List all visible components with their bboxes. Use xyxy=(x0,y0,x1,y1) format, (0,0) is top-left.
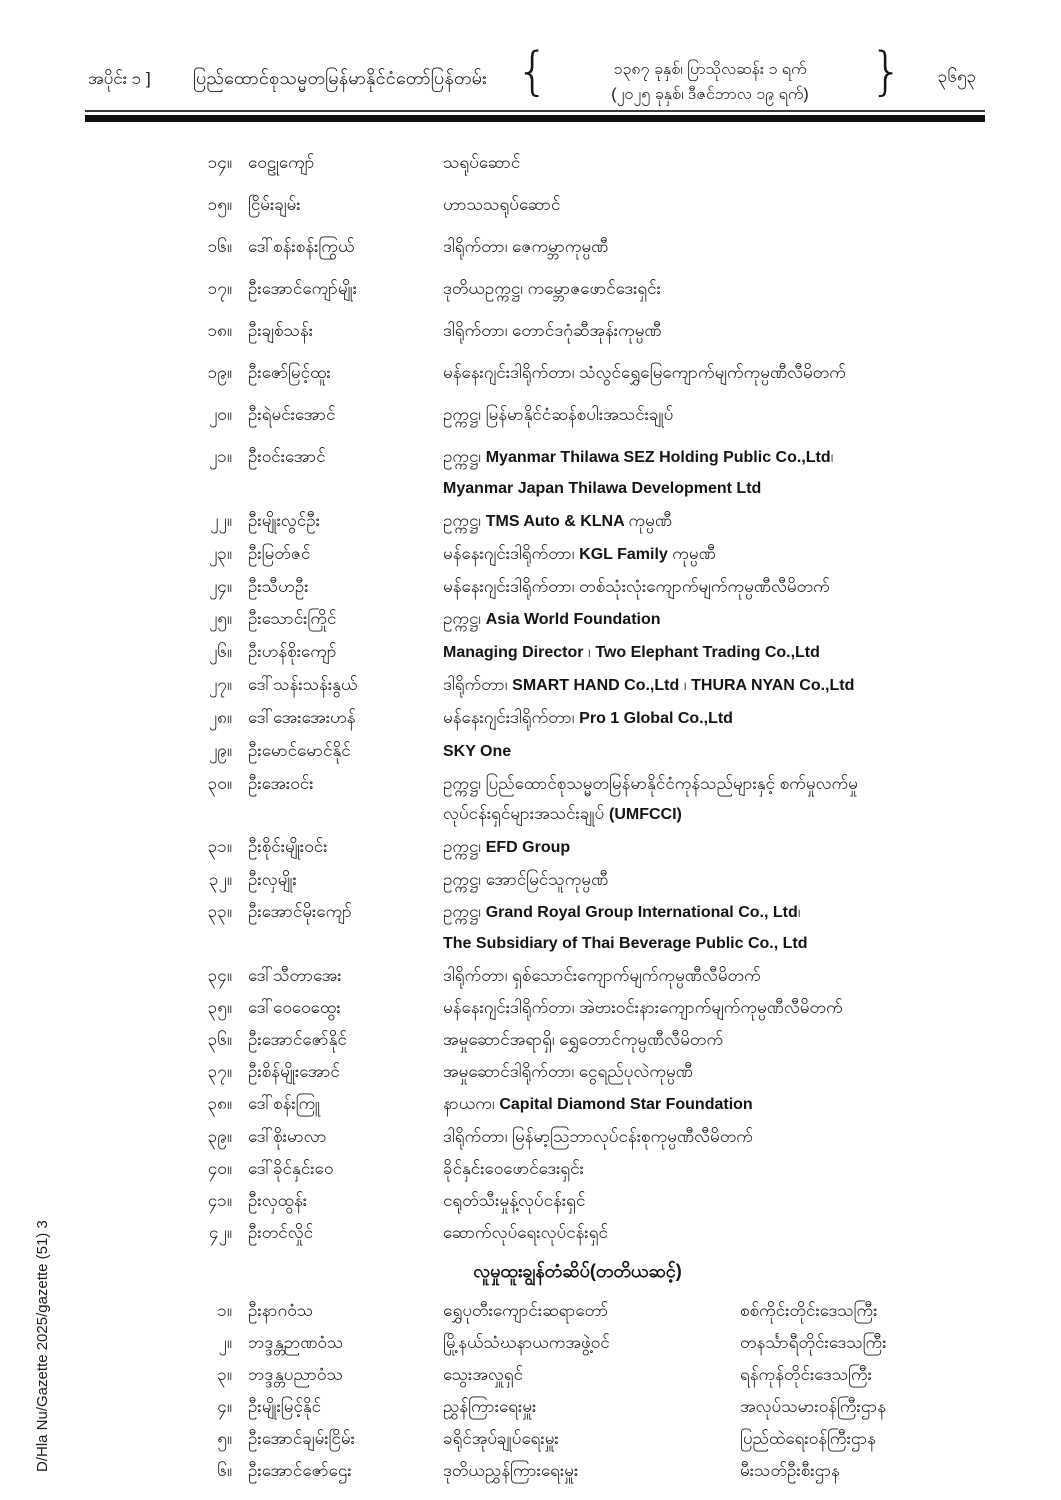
row-name: ဒေါ်ခိုင်နှင်းဝေ xyxy=(248,1159,334,1178)
row-desc: နာယက၊ Capital Diamond Star Foundation xyxy=(443,1094,753,1113)
row-position: မြို့နယ်သံဃနာယကအဖွဲ့ဝင် xyxy=(443,1333,610,1352)
list-item xyxy=(170,670,985,701)
row-name: ဒေါ်စန်းကြူ xyxy=(248,1094,321,1113)
row-number: ၂၆။ xyxy=(208,642,232,661)
issue-date-gregorian: (၂၀၂၅ ခုနှစ်၊ ဒီဇင်ဘာလ ၁၉ ရက်) xyxy=(611,86,809,103)
row-name: ဒေါ်စိုးမာလာ xyxy=(248,1127,327,1146)
header-rule xyxy=(85,110,985,122)
row-position: ခရိုင်အုပ်ချုပ်ရေးမှူး xyxy=(443,1429,559,1448)
row-number: ၁၉။ xyxy=(207,363,232,382)
row-number: ၆။ xyxy=(217,1461,232,1480)
list-item xyxy=(170,1424,985,1453)
row-name: ဝေဠုကျော် xyxy=(248,153,315,172)
awards-list-2 xyxy=(170,1296,985,1485)
list-item xyxy=(170,832,985,863)
row-number: ၄၂။ xyxy=(208,1223,232,1242)
row-name: ဦးဇော်မြင့်ထူး xyxy=(248,363,331,382)
row-number: ၄။ xyxy=(217,1397,232,1416)
row-name: ဦးစိန်မျိုးအောင် xyxy=(248,1062,340,1081)
row-name: ဦးမျိုးလွင်ဦး xyxy=(248,511,321,530)
list-item xyxy=(170,274,985,304)
list-item xyxy=(170,637,985,668)
row-desc: ဒါရိုက်တာ၊ မြန်မာ့ဩဘာလုပ်ငန်းစုကုမ္ပဏီလီမိတက် xyxy=(443,1127,753,1146)
row-number: ၁။ xyxy=(217,1301,232,1320)
row-desc: SKY One xyxy=(443,743,512,760)
row-position: ညွှန်ကြားရေးမှူး xyxy=(443,1397,537,1416)
row-desc: ဒုတိယဥက္ကဋ္ဌ၊ ကမ္ဘောဇဖောင်ဒေးရှင်း xyxy=(443,279,661,298)
row-department: အလုပ်သမားဝန်ကြီးဌာန xyxy=(740,1397,887,1416)
row-number: ၂၃။ xyxy=(208,544,232,563)
row-name: ဦးမျိုးမြင့်နိုင် xyxy=(248,1397,322,1416)
row-number: ၅။ xyxy=(217,1429,232,1448)
row-name: ဦးမြတ်ဇင် xyxy=(248,544,311,563)
row-number: ၂၇။ xyxy=(208,675,232,694)
row-name: ဦးအောင်ဇော်ဌေး xyxy=(248,1461,352,1480)
row-number: ၂၂။ xyxy=(210,511,232,530)
row-desc: မန်နေးဂျင်းဒါရိုက်တာ၊ အဲဗားဝင်းနားကျောက်မျက်ကုမ္ပဏီလီမိတက် xyxy=(443,998,843,1017)
page-header xyxy=(0,0,1061,112)
row-department: စစ်ကိုင်းတိုင်းဒေသကြီး xyxy=(740,1301,878,1320)
row-number: ၂၉။ xyxy=(208,741,232,760)
list-item xyxy=(170,736,985,767)
row-name: ဦးနာဂဝံသ xyxy=(248,1301,314,1320)
row-desc: ဒါရိုက်တာ၊ တောင်ဒဂုံဆီအုန်းကုမ္ပဏီ xyxy=(443,321,662,340)
list-item xyxy=(170,232,985,262)
list-item xyxy=(170,190,985,220)
list-item xyxy=(170,358,985,388)
list-item xyxy=(170,1089,985,1120)
list-item xyxy=(170,316,985,346)
list-item xyxy=(170,1154,985,1184)
row-number: ၂၄။ xyxy=(208,577,232,596)
row-number: ၁၈။ xyxy=(207,321,232,340)
list-item xyxy=(170,506,985,537)
row-desc: မန်နေးဂျင်းဒါရိုက်တာ၊ သံလွင်ရွှေမြေကျောက်မျက်ကုမ္ပဏီလီမိတက် xyxy=(443,363,846,382)
row-desc: ခိုင်နှင်းဝေဖောင်ဒေးရှင်း xyxy=(443,1159,584,1178)
list-item xyxy=(170,1296,985,1325)
row-name: ဦးစိုင်းမျိုးဝင်း xyxy=(248,837,328,856)
brace-right: } xyxy=(870,42,904,102)
list-item xyxy=(170,1218,985,1248)
list-item xyxy=(170,572,985,602)
list-item xyxy=(170,961,985,991)
row-desc: သရုပ်ဆောင် xyxy=(443,153,521,172)
row-number: ၃၃။ xyxy=(207,902,232,921)
row-number: ၂၅။ xyxy=(208,609,232,628)
page-content xyxy=(170,148,985,1488)
list-item xyxy=(170,1122,985,1152)
part-label: အပိုင်း ၁ ] xyxy=(88,69,151,88)
row-position: ရွှေပုတီးကျောင်းဆရာတော် xyxy=(443,1301,609,1320)
row-department: ပြည်ထဲရေးဝန်ကြီးဌာန xyxy=(740,1429,877,1448)
row-desc: ဥက္ကဋ္ဌ၊ TMS Auto & KLNA ကုမ္ပဏီ xyxy=(443,511,672,530)
row-name: ဒေါ်သန်းသန်းနွယ် xyxy=(248,675,358,694)
row-name: ဦးဝင်းအောင် xyxy=(248,447,326,466)
row-desc: ဥက္ကဋ္ဌ၊ အောင်မြင်သူကုမ္ပဏီ xyxy=(443,870,609,889)
list-item xyxy=(170,1025,985,1055)
row-number: ၁၇။ xyxy=(207,279,232,298)
row-number: ၂၁။ xyxy=(208,447,232,466)
row-desc: မန်နေးဂျင်းဒါရိုက်တာ၊ Pro 1 Global Co.,Ltd xyxy=(443,708,733,727)
row-name: ဦးလှထွန်း xyxy=(248,1191,308,1210)
list-item xyxy=(170,993,985,1023)
row-number: ၃၇။ xyxy=(207,1062,232,1081)
list-item xyxy=(170,604,985,635)
row-name: ဦးမောင်မောင်နိုင် xyxy=(248,741,351,760)
list-item xyxy=(170,1456,985,1485)
row-number: ၃၉။ xyxy=(207,1127,232,1146)
list-item xyxy=(170,1360,985,1389)
list-item xyxy=(170,1057,985,1087)
section-heading: လူမှုထူးချွန်တံဆိပ်(တတိယဆင့်) xyxy=(473,1261,682,1281)
row-name: ဦးရဲမင်းအောင် xyxy=(248,405,336,424)
row-name: ဦးချစ်သန်း xyxy=(248,321,314,340)
row-desc: ဒါရိုက်တာ၊ ရှစ်သောင်းကျောက်မျက်ကုမ္ပဏီလီမိတက် xyxy=(443,966,761,985)
row-number: ၄၁။ xyxy=(207,1191,232,1210)
row-desc: မန်နေးဂျင်းဒါရိုက်တာ၊ တစ်သုံးလုံးကျောက်မျက်ကုမ္ပဏီလီမိတက် xyxy=(443,577,830,596)
row-desc: ဥက္ကဋ္ဌ၊ မြန်မာနိုင်ငံဆန်စပါးအသင်းချုပ် xyxy=(443,405,674,424)
row-desc: ဥက္ကဋ္ဌ၊ EFD Group xyxy=(443,837,571,856)
list-item xyxy=(170,1186,985,1216)
row-number: ၁၅။ xyxy=(207,195,232,214)
row-position: ဒုတိယညွှန်ကြားရေးမှူး xyxy=(443,1461,579,1480)
row-number: ၃၄။ xyxy=(207,966,232,985)
gazette-title: ပြည်ထောင်စုသမ္မတမြန်မာနိုင်ငံတော်ပြန်တမ်း xyxy=(193,68,487,88)
list-item xyxy=(170,539,985,570)
row-name: ဒေါ်ဝေဝေထွေး xyxy=(248,998,341,1017)
issue-date-block xyxy=(556,57,864,107)
row-number: ၃။ xyxy=(217,1365,232,1384)
list-item xyxy=(170,442,985,504)
row-name: ဒေါ်စန်းစန်းကြွယ် xyxy=(248,237,355,256)
list-item xyxy=(170,897,985,959)
row-number: ၂၀။ xyxy=(208,405,232,424)
row-name: ဦးအောင်ကျော်မျိုး xyxy=(248,279,358,298)
row-desc: ဥက္ကဋ္ဌ၊ Myanmar Thilawa SEZ Holding Public Co.,Ltd၊ Myanmar Japan Thilawa Development Ltd xyxy=(443,447,834,497)
row-desc: အမှုဆောင်ဒါရိုက်တာ၊ ငွေရည်ပုလဲကုမ္ပဏီ xyxy=(443,1062,693,1081)
list-item xyxy=(170,769,985,830)
row-number: ၃၆။ xyxy=(207,1030,232,1049)
awards-list-1 xyxy=(170,148,985,1248)
row-name: ဒေါ်သီတာအေး xyxy=(248,966,342,985)
row-name: ဒေါ်အေးအေးဟန် xyxy=(248,708,356,727)
list-item xyxy=(170,1392,985,1421)
header-rule-thick xyxy=(85,115,985,122)
row-desc: ဒါရိုက်တာ၊ SMART HAND Co.,Ltd ၊ THURA NYAN Co.,Ltd xyxy=(443,675,855,694)
list-item xyxy=(170,1328,985,1357)
brace-left: { xyxy=(516,42,550,102)
row-name: ဦးသောင်းကြိုင် xyxy=(248,609,337,628)
row-desc: ဟာသသရုပ်ဆောင် xyxy=(443,195,561,214)
row-name: ဦးအောင်မိုးကျော် xyxy=(248,902,352,921)
list-item xyxy=(170,865,985,895)
row-name: ဦးတင်လှိုင် xyxy=(248,1223,314,1242)
row-position: သွေးအလှူရှင် xyxy=(443,1365,524,1384)
row-desc: ဒါရိုက်တာ၊ ဇေကမ္ဘာကုမ္ပဏီ xyxy=(443,237,609,256)
row-name: ငြိမ်းချမ်း xyxy=(248,195,301,214)
row-department: ရန်ကုန်တိုင်းဒေသကြီး xyxy=(740,1365,872,1384)
row-number: ၁၆။ xyxy=(207,237,232,256)
row-name: ဦးလှမျိုး xyxy=(248,870,297,889)
row-desc: ဥက္ကဋ္ဌ၊ Grand Royal Group International Co., Ltd၊ The Subsidiary of Thai Beverage Public Co., Ltd xyxy=(443,902,808,952)
row-name: ဘဒ္ဒန္တပညာဝံသ xyxy=(248,1365,343,1384)
row-number: ၂။ xyxy=(218,1333,232,1352)
row-number: ၁၄။ xyxy=(207,153,232,172)
row-name: ဘဒ္ဒန္တဉာဏဝံသ xyxy=(248,1333,344,1352)
row-name: ဦးဟန်စိုးကျော် xyxy=(248,642,337,661)
header-rule-thin xyxy=(85,110,985,112)
page-number: ၃၆၅၃ xyxy=(937,67,977,86)
row-desc: ဥက္ကဋ္ဌ၊ Asia World Foundation xyxy=(443,609,661,628)
row-desc: အမှုဆောင်အရာရှိ၊ ရွှေတောင်ကုမ္ပဏီလီမိတက် xyxy=(443,1030,724,1049)
list-item xyxy=(170,148,985,178)
issue-date-myanmar: ၁၃၈၇ ခုနှစ်၊ ပြာသိုလဆန်း ၁ ရက် xyxy=(613,61,807,78)
row-number: ၃၈။ xyxy=(207,1094,232,1113)
row-number: ၃၀။ xyxy=(207,774,232,793)
row-number: ၃၅။ xyxy=(207,998,232,1017)
side-note: D/Hla Nu/Gazette 2025/gazette (51) 3 xyxy=(34,1220,51,1472)
row-desc: မန်နေးဂျင်းဒါရိုက်တာ၊ KGL Family ကုမ္ပဏီ xyxy=(443,544,716,563)
list-item xyxy=(170,400,985,430)
row-number: ၄၀။ xyxy=(207,1159,232,1178)
row-desc: ငရုတ်သီးမှုန့်လုပ်ငန်းရှင် xyxy=(443,1191,586,1210)
row-desc: Managing Director ၊ Two Elephant Trading Co.,Ltd xyxy=(443,642,820,661)
row-department: မီးသတ်ဦးစီးဌာန xyxy=(740,1461,840,1480)
row-number: ၂၈။ xyxy=(208,708,232,727)
row-name: ဦးအောင်ဇော်နိုင် xyxy=(248,1030,347,1049)
row-desc: ဆောက်လုပ်ရေးလုပ်ငန်းရှင် xyxy=(443,1223,608,1242)
row-number: ၃၂။ xyxy=(208,870,232,889)
row-name: ဦးအေးဝင်း xyxy=(248,774,314,793)
list-item xyxy=(170,703,985,734)
row-name: ဦးသီဟဦး xyxy=(248,577,309,596)
row-department: တနင်္သာရီတိုင်းဒေသကြီး xyxy=(740,1333,887,1352)
row-desc: ဥက္ကဋ္ဌ၊ ပြည်ထောင်စုသမ္မတမြန်မာနိုင်ငံကုန်သည်များနှင့် စက်မှုလက်မှု လုပ်ငန်းရှင်များအသင်းချုပ် (UMFCCI) xyxy=(443,774,858,823)
row-name: ဦးအောင်ချမ်းငြိမ်း xyxy=(248,1429,355,1448)
row-number: ၃၁။ xyxy=(207,837,232,856)
